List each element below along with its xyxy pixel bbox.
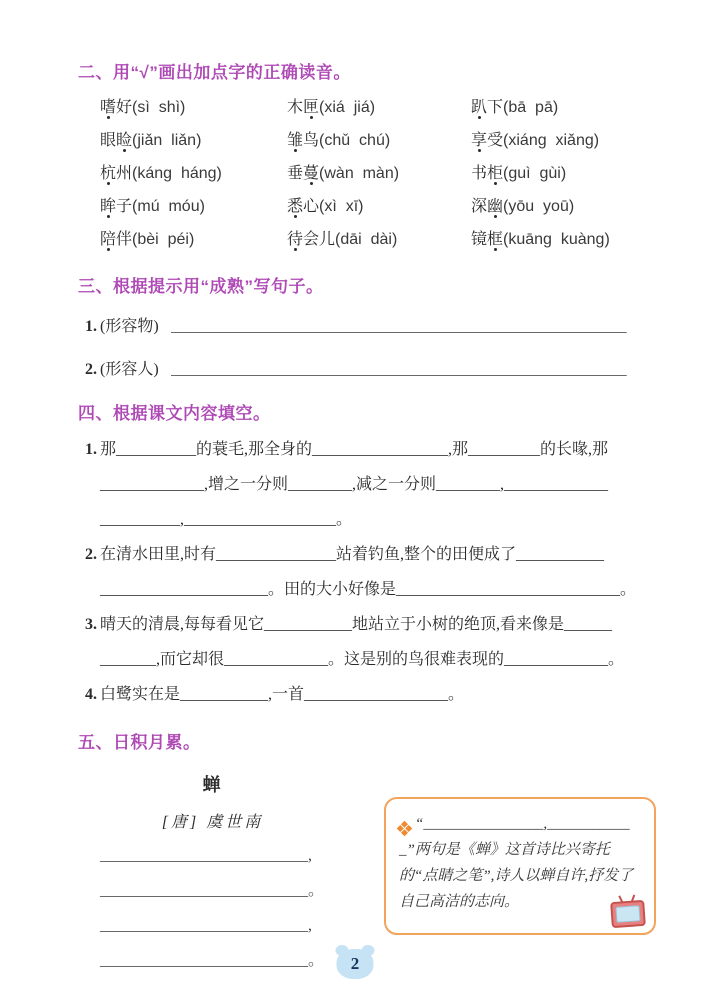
item-number: 4. [85,686,97,703]
word-item [100,124,287,157]
pinyin-options: (yōu yoū) [503,198,575,215]
word-part: 伴 [116,231,133,248]
pinyin-options: (chǔ chú) [319,132,391,149]
word-part: 垂 [287,165,304,182]
page-number-badge [337,949,374,979]
fill-item [85,432,656,537]
fill-lines [100,537,656,607]
tv-screen [615,905,640,923]
fill-item [85,607,656,677]
word-part: 鸟 [303,132,320,149]
pinyin-options: (jiǎn liǎn) [132,132,202,149]
word-item [100,157,287,190]
dotted-char: 陪 [100,231,117,248]
word-item [100,223,287,256]
poem-line: __________________________。 [100,952,325,969]
poem-line: __________________________。 [100,882,325,899]
dotted-char: 享 [471,132,488,149]
pinyin-options: (xiáng xiǎng) [503,132,600,149]
dotted-char: 嗜 [100,99,117,116]
pinyin-options: (xì xī) [319,198,364,215]
word-part: 心 [303,198,320,215]
sentence-item [85,356,656,379]
fill-line: _______,而它却很_____________。这是别的鸟很难表现的_____________。 [100,651,625,668]
hint-text: “________________,____________”两句是《蝉》这首诗比兴寄托的“点睛之笔”,诗人以蝉自许,抒发了自己高洁的志向。 [399,816,634,910]
word-item [471,190,656,223]
answer-blank: _________________________________________________________ [170,318,627,335]
dotted-char: 眸 [100,198,117,215]
word-item [100,190,287,223]
dotted-char: 睑 [116,132,133,149]
item-number: 3. [85,616,97,633]
pinyin-options: (mú móu) [132,198,205,215]
dotted-char: 杭 [100,165,117,182]
pinyin-options: (bèi péi) [132,231,195,248]
pinyin-options: (xiá jiá) [319,99,376,116]
pinyin-options: (káng háng) [132,165,222,182]
word-item [287,124,471,157]
fill-lines [100,432,656,537]
word-part: 好 [116,99,133,116]
tv-antenna [618,895,623,903]
fill-line: 白鹭实在是___________,一首__________________。 [100,686,465,703]
dotted-char: 雏 [287,132,304,149]
dotted-char: 悉 [287,198,304,215]
pinyin-options: (sì shì) [132,99,186,116]
pinyin-options: (guì gùi) [503,165,567,182]
item-number: 1. [85,441,97,458]
fill-item [85,677,656,712]
tv-antenna [631,895,636,903]
dotted-char: 幽 [487,198,504,215]
dotted-char: 待 [287,231,304,248]
section-accumulation [78,728,656,978]
fill-lines [100,677,656,712]
word-part: 镜 [471,231,488,248]
fill-item [85,537,656,607]
section-fill-blanks [78,399,656,712]
section-sentences [78,272,656,379]
fill-line: _____________________。田的大小好像是____________________________。 [100,581,637,598]
pinyin-options: (kuāng kuàng) [503,231,610,248]
tv-icon [610,900,646,928]
word-part: 子 [116,198,133,215]
word-item [471,91,656,124]
fill-line: __________,___________________。 [100,511,353,528]
fill-line: 那__________的蓑毛,那全身的_________________,那_________的长喙,那 [100,441,609,458]
word-part: 眼 [100,132,117,149]
poem-author: [唐] 虞世南 [161,814,264,831]
fill-line: 晴天的清晨,每每看见它___________地站立于小树的绝顶,看来像是______ [100,616,613,633]
page-number: 2 [350,954,360,973]
item-number: 1. [85,318,97,335]
section-pronunciation-title: 二、用“√”画出加点字的正确读音。 [78,63,351,82]
word-part: 深 [471,198,488,215]
word-part: 下 [487,99,504,116]
item-number: 2. [85,361,97,378]
sentence-item [85,313,656,336]
word-part: 木 [287,99,304,116]
fill-line: _____________,增之一分则________,减之一分则________,_____________ [100,476,609,493]
pinyin-options: (wàn màn) [319,165,400,182]
word-part: 受 [487,132,504,149]
dotted-char: 框 [487,231,504,248]
fill-lines [100,607,656,677]
word-item [471,124,656,157]
section-pronunciation [78,58,656,256]
dotted-char: 蔓 [303,165,320,182]
word-item [287,190,471,223]
section-sentences-title: 三、根据提示用“成熟”写句子。 [78,277,324,296]
item-label: (形容物) [100,318,159,335]
dotted-char: 趴 [471,99,488,116]
dotted-char: 匣 [303,99,320,116]
word-item [287,91,471,124]
pinyin-options: (dāi dài) [335,231,398,248]
word-item [471,223,656,256]
item-number: 2. [85,546,97,563]
word-item [100,91,287,124]
poem-line: __________________________, [100,917,312,934]
section-fill-blanks-title: 四、根据课文内容填空。 [78,404,271,423]
word-item [471,157,656,190]
hint-box [384,797,656,935]
poem [100,765,325,978]
word-part: 州 [116,165,133,182]
item-label: (形容人) [100,361,159,378]
poem-title: 蝉 [202,775,223,795]
fill-line: 在清水田里,时有_______________站着钓鱼,整个的田便成了___________ [100,546,605,563]
word-item [287,223,471,256]
pinyin-options: (bā pā) [503,99,559,116]
diamond-flower-icon [397,821,413,837]
word-part: 书 [471,165,488,182]
pronunciation-grid [100,91,656,256]
poem-line: __________________________, [100,847,312,864]
word-item [287,157,471,190]
dotted-char: 柜 [487,165,504,182]
section-accumulation-title: 五、日积月累。 [78,733,201,752]
word-part: 会儿 [303,231,336,248]
answer-blank: _________________________________________________________ [170,361,627,378]
